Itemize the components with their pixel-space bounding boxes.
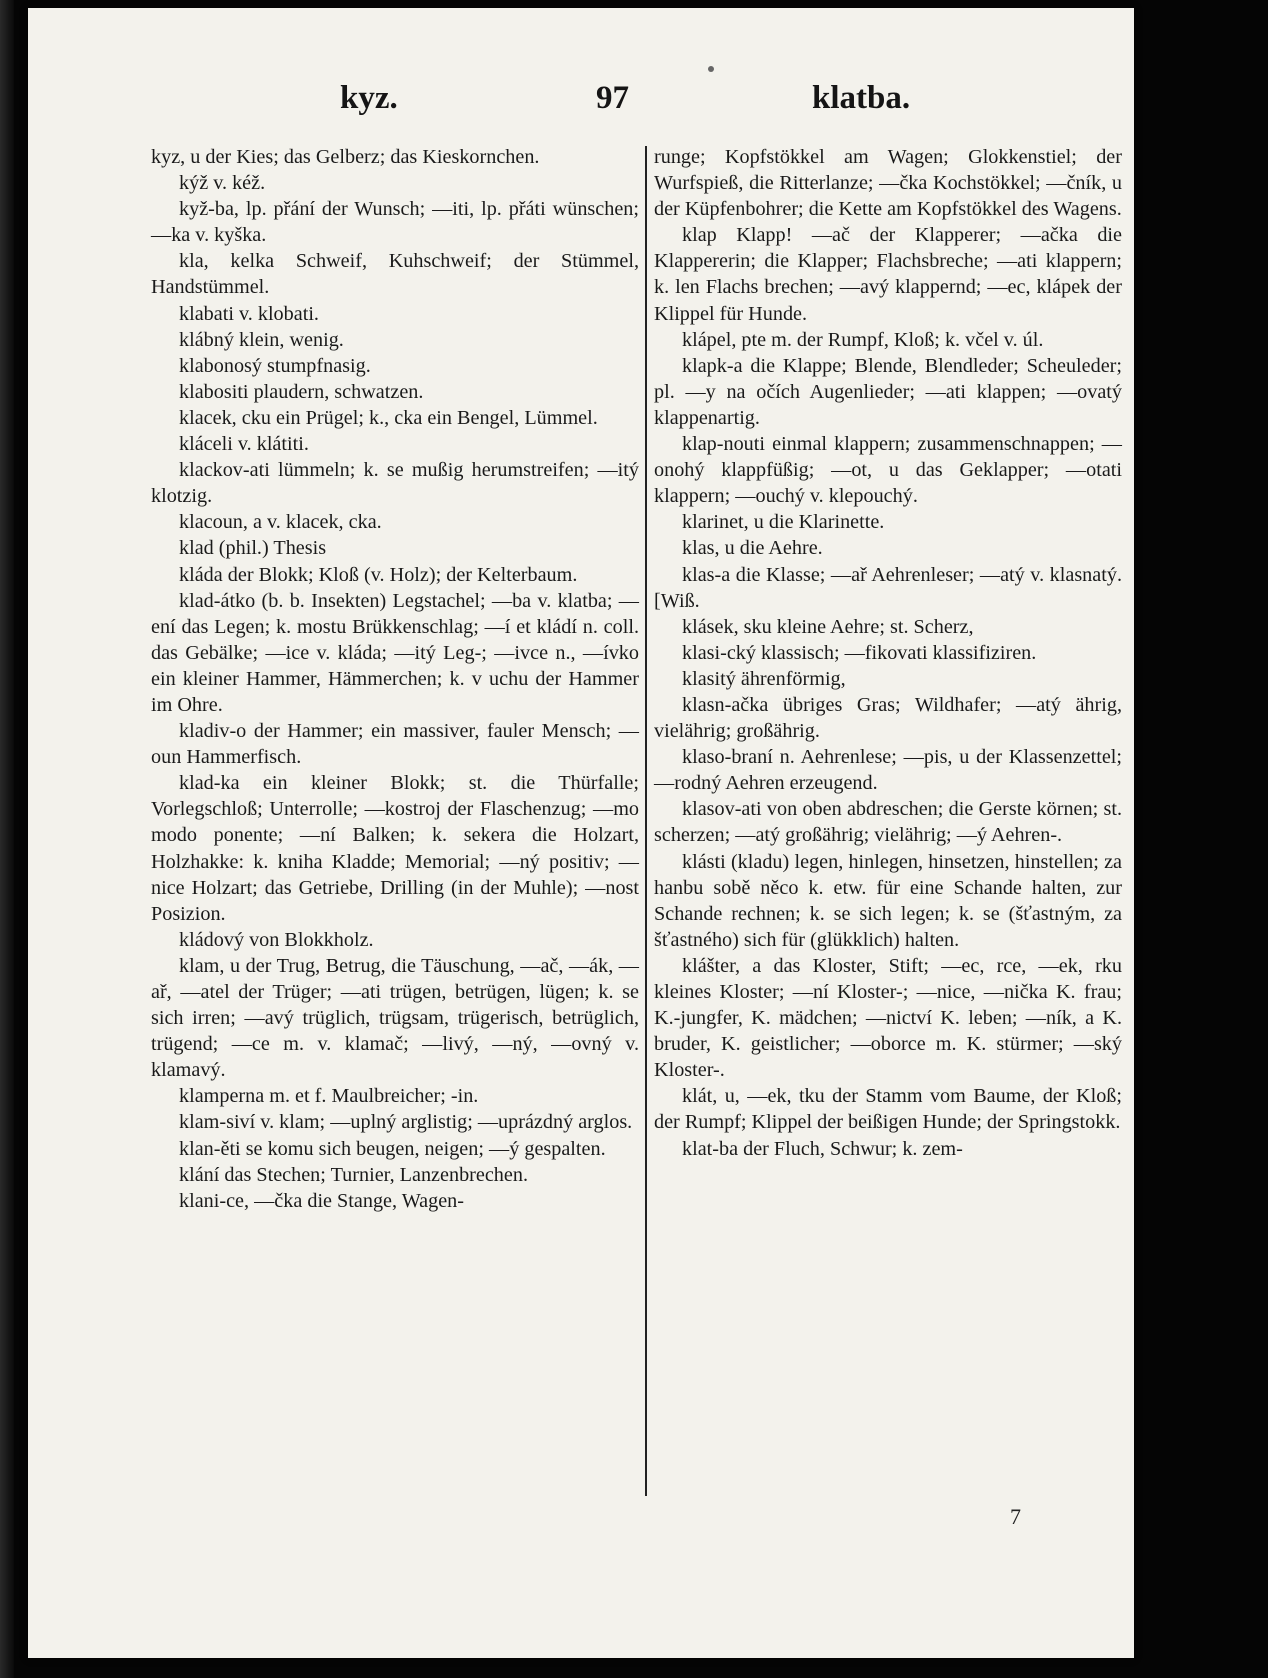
entry: klasov-ati von oben abdreschen; die Gerste körnen; st. scherzen; —atý großährig; vielährig; —ý Aehren-. [654,798,1122,847]
entry: klabati v. klobati. [179,302,319,325]
entry: klacoun, a v. klacek, cka. [179,511,382,534]
entry: kyz, u der Kies; das Gelberz; das Kieskornchen. [151,146,540,168]
entry: klam, u der Trug, Betrug, die Täuschung, —ač, —ák, —ař, —atel der Trüger; —ati trügen, betrügen, lügen; k. se sich irren; —avý trüglich, trügsam, trügerisch, betrüglich, trügend; —ce m. v. klamač; —livý, —ný, —ovný v. klamavý. [151,954,639,1082]
entry: klábný klein, wenig. [179,328,344,351]
header-last-word: klatba. [812,80,911,116]
dictionary-page [28,8,1134,1658]
entry: klasn-ačka übriges Gras; Wildhafer; —atý ährig, vielährig; großährig. [654,693,1122,743]
entry: klas, u die Aehre. [682,537,823,560]
entry: klamperna m. et f. Maulbreicher; -in. [179,1085,479,1108]
ink-spot [708,66,714,72]
entry: kýž v. kéž. [179,172,266,195]
entry: klad-ka ein kleiner Blokk; st. die Thürfalle; Vorlegschloß; Unterrolle; —kostroj der Flaschenzug; —mo modo ponente; —ní Balken; k. sekera die Holzart, Holzhakke: k. kniha Kladde; Memorial; —ný positiv; —nice Holzart; das Getriebe, Drilling (in der Muhle); —nost Posizion. [151,772,639,925]
entry: klasi-cký klassisch; —fikovati klassifiziren. [682,641,1037,664]
entry: kladiv-o der Hammer; ein massiver, fauler Mensch; —oun Hammerfisch. [151,720,639,769]
entry: klabonosý stumpfnasig. [179,354,371,377]
entry: kládový von Blokkholz. [179,928,374,951]
page-header [28,80,1134,128]
header-first-word: kyz. [340,80,398,116]
entry: kláceli v. klátiti. [179,433,309,456]
entry: klásek, sku kleine Aehre; st. Scherz, [682,615,974,638]
entry: klání das Stechen; Turnier, Lanzenbrechen. [179,1163,529,1186]
entry: klát, u, —ek, tku der Stamm vom Baume, der Kloß; der Rumpf; Klippel der beißigen Hunde; der Springstokk. [654,1085,1122,1134]
entry: klaso-braní n. Aehrenlese; —pis, u der Klassenzettel; —rodný Aehren erzeugend. [654,746,1122,795]
entry: klápel, pte m. der Rumpf, Kloß; k. včel v. úl. [682,328,1044,351]
entry: klarinet, u die Klarinette. [682,511,885,534]
entry: klášter, a das Kloster, Stift; —ec, rce, —ek, rku kleines Kloster; —ní Kloster-; —nice, —nička K. frau; K.-jungfer, K. mädchen; —nictví K. leben; —ník, a K. bruder, K. geistlicher; —oborce m. K. stürmer; —ský Kloster-. [654,954,1122,1082]
book-spine [0,0,14,1678]
entry: klap-nouti einmal klappern; zusammenschnappen; —onohý klappfüßig; —ot, u das Geklapper; —otati klappern; —ouchý v. klepouchý. [654,433,1122,508]
entry: klani-ce, —čka die Stange, Wagen- [179,1189,464,1212]
page-number: 97 [596,80,629,116]
signature-mark: 7 [1010,1504,1021,1529]
entry: klasitý ährenförmig, [682,667,846,690]
entry: klat-ba der Fluch, Schwur; k. zem- [682,1137,963,1160]
entry: kyž-ba, lp. přání der Wunsch; —iti, lp. přáti wünschen; —ka v. kyška. [151,198,639,247]
entry: klacek, cku ein Prügel; k., cka ein Bengel, Lümmel. [179,406,598,429]
entry: klabositi plaudern, schwatzen. [179,380,424,403]
entry: klásti (kladu) legen, hinlegen, hinsetzen, hinstellen; za hanbu sobě něco k. etw. für eine Schande halten, zur Schande rechnen; k. se sich legen; k. se (šťastným, za šťastného) sich für (glükklich) halten. [654,850,1122,951]
left-column [151,144,639,1214]
entry: klan-ěti se komu sich beugen, neigen; —ý gespalten. [179,1137,606,1160]
column-rule [645,146,647,1496]
entry: klam-siví v. klam; —uplný arglistig; —uprázdný arglos. [179,1111,633,1134]
right-column [654,144,1122,1162]
entry: klad (phil.) Thesis [179,537,327,560]
entry: klapk-a die Klappe; Blende, Blendleder; Scheuleder; pl. —y na očích Augenlieder; —ati klappen; —ovatý klappenartig. [654,354,1122,429]
entry: runge; Kopfstökkel am Wagen; Glokkenstiel; der Wurfspieß, die Ritterlanze; —čka Kochstökkel; —čník, u der Küpfenbohrer; die Kette am Kopfstökkel des Wagens. [654,146,1122,221]
entry: klas-a die Klasse; —ař Aehrenleser; —atý v. klasnatý. [Wiß. [654,563,1122,612]
entry: klackov-ati lümmeln; k. se mußig herumstreifen; —itý klotzig. [151,459,639,508]
entry: kla, kelka Schweif, Kuhschweif; der Stümmel, Handstümmel. [151,250,639,299]
entry: kláda der Blokk; Kloß (v. Holz); der Kelterbaum. [179,563,578,586]
entry: klap Klapp! —ač der Klapperer; —ačka die Klappererin; die Klapper; Flachsbreche; —ati klappern; k. len Flachs brechen; —avý klappernd; —ec, klápek der Klippel für Hunde. [654,224,1122,325]
entry: klad-átko (b. b. Insekten) Legstachel; —ba v. klatba; —ení das Legen; k. mostu Brükkenschlag; —í et kládí n. coll. das Gebälke; —ice v. kláda; —itý Leg-; —ivce n., —ívko ein kleiner Hammer, Hämmerchen; k. v uchu der Hammer im Ohre. [151,589,639,716]
